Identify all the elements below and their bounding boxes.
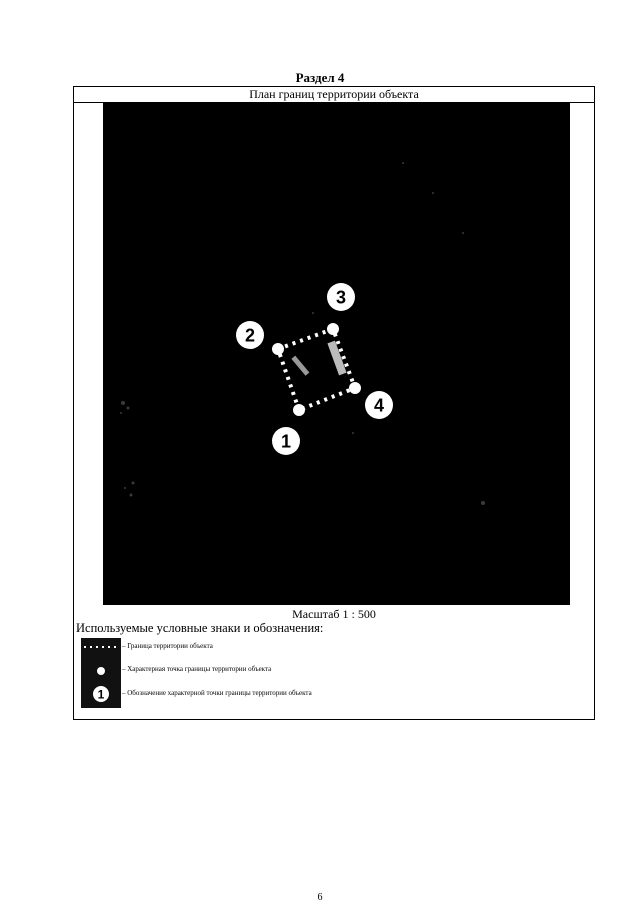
svg-text:3: 3 — [335, 287, 347, 308]
legend-item-boundary: – Граница территории объекта — [122, 642, 213, 650]
section-title: Раздел 4 — [295, 70, 345, 85]
boundary-point-1 — [293, 404, 305, 416]
map-scale: Масштаб 1 : 500 — [292, 607, 376, 621]
point-label-3 — [327, 283, 355, 311]
dotted-boundary-icon — [84, 646, 116, 648]
aerial-map — [103, 103, 570, 605]
terrain-texture — [120, 162, 485, 505]
plan-frame — [73, 86, 595, 720]
boundary-polygon — [278, 329, 355, 410]
svg-text:1: 1 — [280, 431, 292, 452]
numbered-point-icon — [93, 686, 109, 702]
point-label-2 — [236, 321, 264, 349]
legend-title: Используемые условные знаки и обозначения: — [76, 621, 324, 635]
plan-title: План границ территории объекта — [74, 87, 594, 103]
page-number: 6 — [317, 892, 323, 903]
boundary-point-3 — [327, 323, 339, 335]
boundary-point-2 — [272, 343, 284, 355]
svg-text:4: 4 — [373, 395, 385, 416]
boundary-point-4 — [349, 382, 361, 394]
legend-item-numbered-point: – Обозначение характерной точки границы территории объекта — [122, 689, 312, 697]
boundary-point-icon — [97, 667, 105, 675]
legend-symbols — [81, 638, 121, 708]
point-label-4 — [365, 391, 393, 419]
point-label-1 — [272, 427, 300, 455]
map-canvas — [103, 103, 570, 605]
svg-text:2: 2 — [244, 325, 256, 346]
svg-text:1: 1 — [97, 687, 105, 702]
legend-item-point: – Характерная точка границы территории объекта — [122, 665, 272, 673]
